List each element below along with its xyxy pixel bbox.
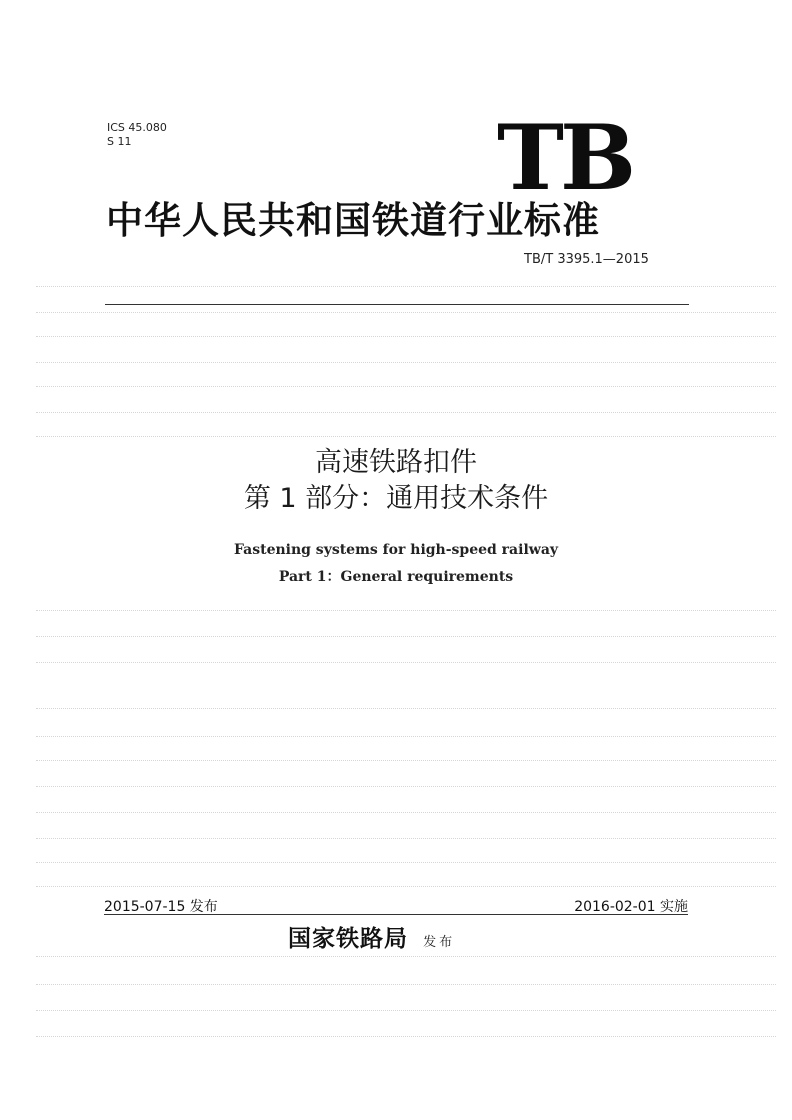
scan-line <box>36 838 776 839</box>
issuer-name: 国家铁路局 <box>288 925 408 952</box>
ccs-code: S 11 <box>107 135 132 148</box>
scan-line <box>36 886 776 887</box>
scan-line <box>36 760 776 761</box>
implementation-date: 2016-02-01 实施 <box>574 899 688 915</box>
standard-title: 中华人民共和国铁道行业标准 <box>106 198 600 242</box>
scan-line <box>36 386 776 387</box>
scan-line <box>36 1036 776 1037</box>
issue-date: 2015-07-15 发布 <box>104 899 218 915</box>
scan-line <box>36 662 776 663</box>
scan-line <box>36 412 776 413</box>
tb-logo: TB <box>497 105 633 211</box>
scan-line <box>36 812 776 813</box>
english-title-line-1: Fastening systems for high-speed railway <box>233 542 559 558</box>
classification-codes <box>107 121 167 149</box>
scan-line <box>36 436 776 437</box>
scan-line <box>36 636 776 637</box>
scan-line <box>36 1010 776 1011</box>
scan-line <box>36 312 776 313</box>
scan-line <box>36 736 776 737</box>
scan-line <box>36 862 776 863</box>
scan-line <box>36 708 776 709</box>
header-rule <box>105 304 689 305</box>
chinese-title-line-1: 高速铁路扣件 <box>315 447 477 478</box>
scan-line <box>36 786 776 787</box>
chinese-title-line-2: 第 1 部分：通用技术条件 <box>243 483 549 514</box>
scan-line <box>36 336 776 337</box>
footer-rule <box>104 914 688 915</box>
scan-line <box>36 362 776 363</box>
scan-line <box>36 956 776 957</box>
scan-line <box>36 984 776 985</box>
ics-code: ICS 45.080 <box>107 121 167 134</box>
standard-code: TB/T 3395.1—2015 <box>524 252 649 267</box>
issued-label: 发布 <box>423 935 456 950</box>
english-title-line-2: Part 1：General requirements <box>278 569 514 585</box>
scan-line <box>36 610 776 611</box>
scan-line <box>36 286 776 287</box>
issuer-block <box>288 920 455 953</box>
